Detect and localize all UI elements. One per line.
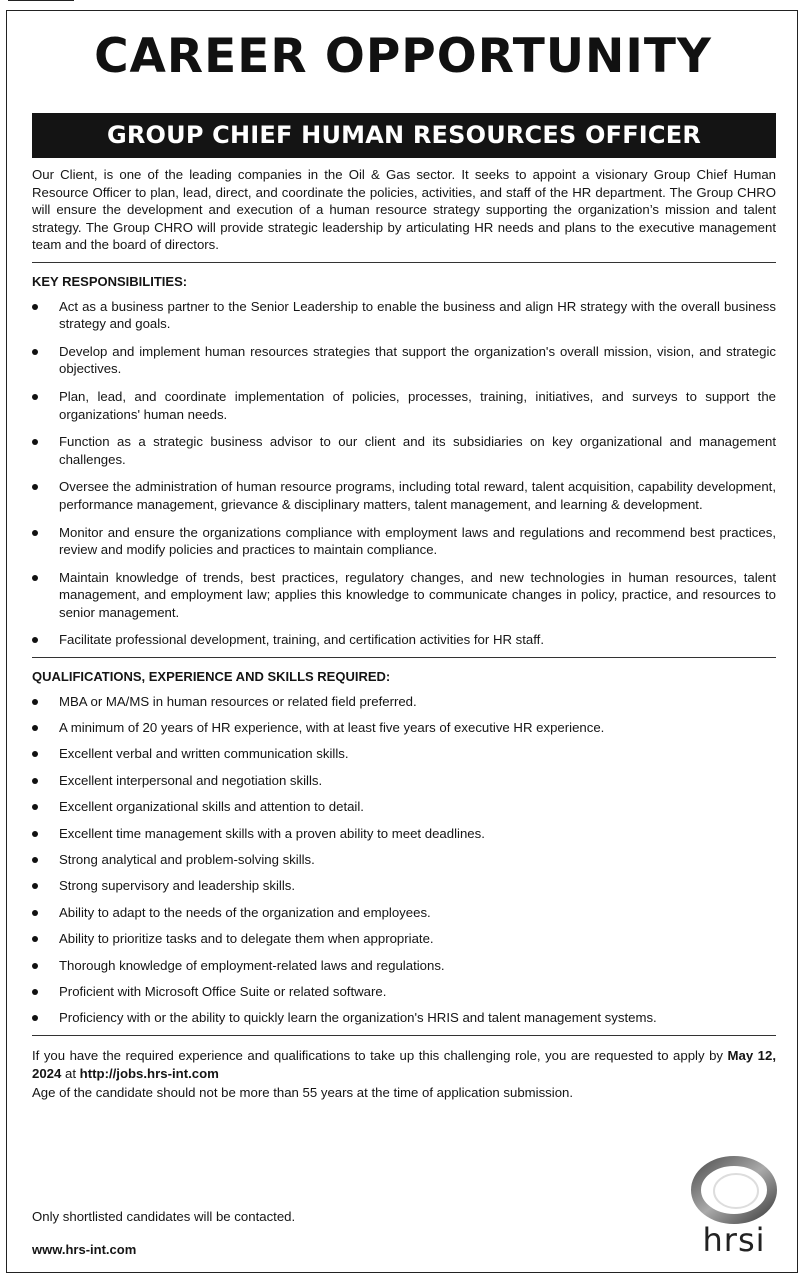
bullet-icon — [32, 963, 38, 969]
bullet-icon — [32, 883, 38, 889]
intro-paragraph: Our Client, is one of the leading companies in the Oil & Gas sector. It seeks to appoint a visionary Group Chief Human Resource Officer to plan, lead, direct, and coordinate the policies, activities, and staff of the HR department. The Group CHRO will ensure the development and execution of a human resource strategy supporting the organization’s mission and talent strategy. The Group CHRO will provide strategic leadership by articulating HR needs and plans to the executive management team and the board of directors. — [32, 167, 776, 253]
apply-link[interactable]: http://jobs.hrs-int.com — [79, 1065, 219, 1081]
list-item: Strong analytical and problem-solving skills. — [32, 851, 776, 869]
list-item: Plan, lead, and coordinate implementation of policies, processes, training, initiatives, and surveys to support the organizations' human needs. — [32, 388, 776, 423]
bullet-icon — [32, 857, 38, 863]
deadline-date: May 12, 2024 — [32, 1047, 776, 1081]
hrsi-ring-icon — [688, 1155, 780, 1225]
list-item: Facilitate professional development, training, and certification activities for HR staff. — [32, 631, 776, 649]
list-item: Ability to prioritize tasks and to delegate them when appropriate. — [32, 930, 776, 948]
divider — [32, 1035, 776, 1036]
list-item: Maintain knowledge of trends, best practices, regulatory changes, and new technologies in human resources, talent management, and employment law; applies this knowledge to communicate changes in policy, practice, and resources to senior management. — [32, 569, 776, 622]
bullet-icon — [32, 484, 38, 490]
responsibilities-list — [32, 298, 776, 650]
bullet-icon — [32, 1015, 38, 1021]
bullet-icon — [32, 530, 38, 536]
list-item: Proficiency with or the ability to quickly learn the organization's HRIS and talent management systems. — [32, 1009, 776, 1027]
apply-paragraph: If you have the required experience and qualifications to take up this challenging role, you are requested to apply by May 12, 2024 at http://jobs.hrs-int.com — [32, 1047, 776, 1081]
website-link[interactable]: www.hrs-int.com — [32, 1242, 137, 1257]
bullet-icon — [32, 349, 38, 355]
divider — [32, 262, 776, 263]
qualifications-heading: QUALIFICATIONS, EXPERIENCE AND SKILLS REQUIRED: — [32, 669, 391, 685]
list-item: Act as a business partner to the Senior Leadership to enable the business and align HR strategy with the overall business strategy and goals. — [32, 298, 776, 333]
bullet-icon — [32, 989, 38, 995]
bullet-icon — [32, 804, 38, 810]
divider — [32, 657, 776, 658]
list-item: Thorough knowledge of employment-related laws and regulations. — [32, 957, 776, 975]
list-item: A minimum of 20 years of HR experience, with at least five years of executive HR experience. — [32, 719, 776, 737]
list-item: Ability to adapt to the needs of the organization and employees. — [32, 904, 776, 922]
bullet-icon — [32, 725, 38, 731]
list-item: Develop and implement human resources strategies that support the organization's overall mission, vision, and strategic objectives. — [32, 343, 776, 378]
page-corner-line — [8, 0, 74, 4]
bullet-icon — [32, 936, 38, 942]
list-item: Excellent interpersonal and negotiation skills. — [32, 772, 776, 790]
list-item: Function as a strategic business advisor to our client and its subsidiaries on key organizational and management challenges. — [32, 433, 776, 468]
bullet-icon — [32, 304, 38, 310]
shortlist-note: Only shortlisted candidates will be contacted. — [32, 1209, 296, 1224]
bullet-icon — [32, 778, 38, 784]
age-note: Age of the candidate should not be more than 55 years at the time of application submission. — [32, 1085, 574, 1101]
bullet-icon — [32, 575, 38, 581]
list-item: Excellent organizational skills and attention to detail. — [32, 798, 776, 816]
list-item: Excellent verbal and written communication skills. — [32, 745, 776, 763]
logo-wordmark: hrsi — [702, 1221, 766, 1259]
bullet-icon — [32, 394, 38, 400]
bullet-icon — [32, 751, 38, 757]
responsibilities-heading: KEY RESPONSIBILITIES: — [32, 273, 188, 289]
bullet-icon — [32, 439, 38, 445]
advert-body — [32, 166, 776, 1102]
qualifications-list — [32, 693, 776, 1027]
list-item: Excellent time management skills with a proven ability to meet deadlines. — [32, 825, 776, 843]
bullet-icon — [32, 699, 38, 705]
bullet-icon — [32, 831, 38, 837]
list-item: Monitor and ensure the organizations compliance with employment laws and regulations and recommend best practices, review and modify policies and practices to maintain compliance. — [32, 524, 776, 559]
list-item: Strong supervisory and leadership skills. — [32, 877, 776, 895]
bullet-icon — [32, 637, 38, 643]
list-item: MBA or MA/MS in human resources or related field preferred. — [32, 693, 776, 711]
page-headline: CAREER OPPORTUNITY — [94, 29, 712, 84]
job-title-banner: GROUP CHIEF HUMAN RESOURCES OFFICER — [32, 113, 776, 158]
hrsi-logo — [688, 1155, 780, 1261]
bullet-icon — [32, 910, 38, 916]
list-item: Proficient with Microsoft Office Suite or related software. — [32, 983, 776, 1001]
list-item: Oversee the administration of human resource programs, including total reward, talent acquisition, capability development, performance management, grievance & disciplinary matters, talent management, and learning & development. — [32, 478, 776, 513]
